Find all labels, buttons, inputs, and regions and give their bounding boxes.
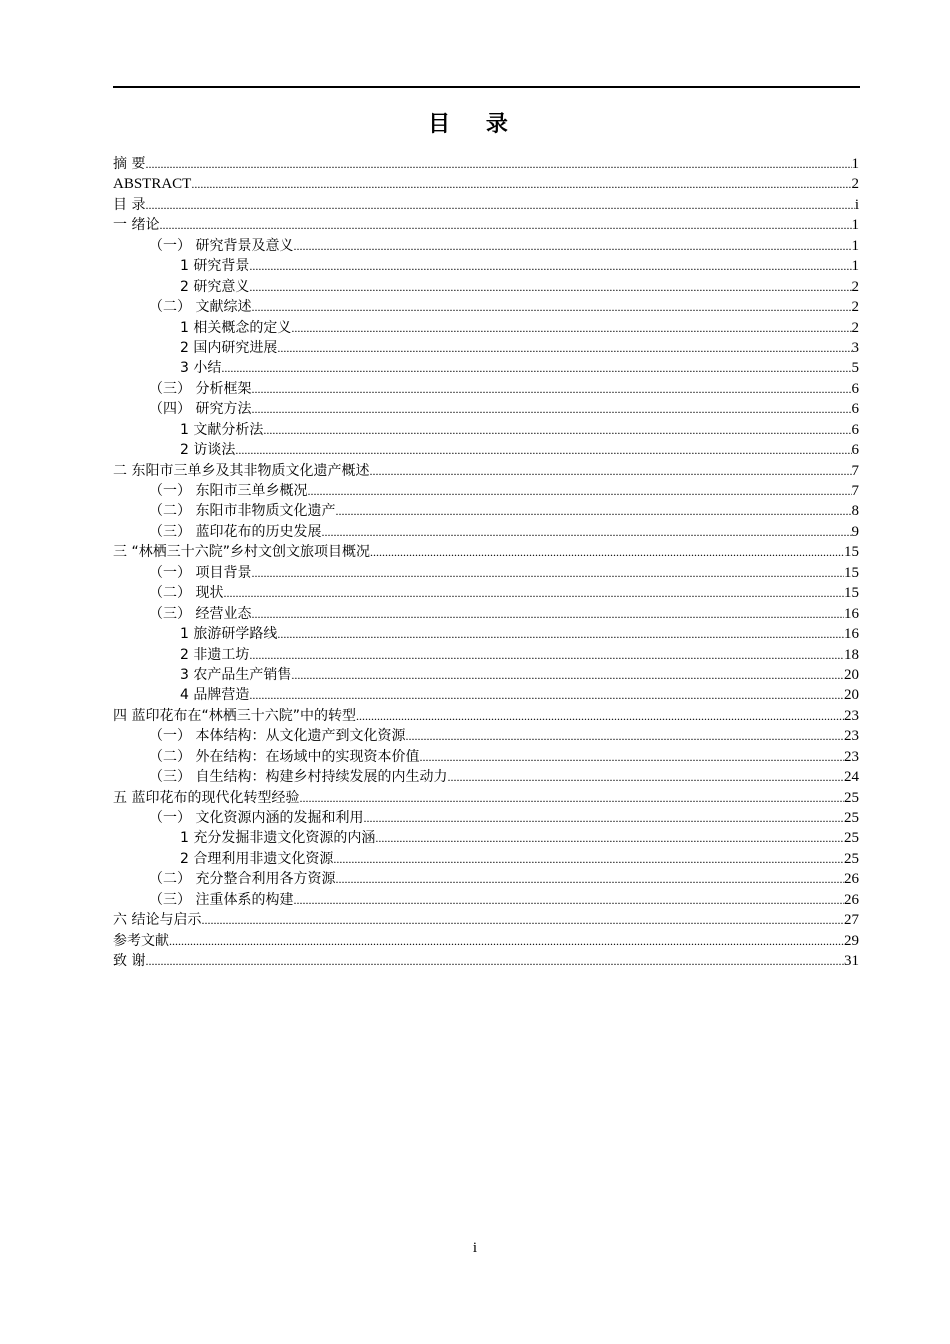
toc-entry-page: 8 bbox=[851, 503, 859, 520]
toc-dot-leader bbox=[159, 215, 851, 235]
toc-entry[interactable] bbox=[113, 501, 859, 521]
toc-entry-label: （一） 项目背景 bbox=[149, 564, 252, 581]
toc-dot-leader bbox=[251, 563, 844, 583]
toc-entry[interactable] bbox=[113, 154, 859, 174]
toc-entry-label: 2 访谈法 bbox=[180, 442, 236, 459]
toc-entry-page: 18 bbox=[844, 646, 859, 663]
toc-entry-page: 16 bbox=[844, 605, 859, 622]
toc-entry[interactable] bbox=[113, 828, 859, 848]
toc-entry-page: 31 bbox=[844, 953, 859, 970]
toc-entry-page: 23 bbox=[844, 748, 859, 765]
toc-entry-label: 六 结论与启示 bbox=[113, 912, 202, 929]
toc-entry-label: ABSTRACT bbox=[113, 176, 192, 193]
toc-entry-label: 四 蓝印花布在“林栖三十六院”中的转型 bbox=[113, 707, 356, 724]
toc-entry[interactable] bbox=[113, 195, 859, 215]
toc-entry[interactable] bbox=[113, 174, 859, 194]
toc-entry-label: （一） 文化资源内涵的发掘和利用 bbox=[149, 810, 364, 826]
toc-dot-leader bbox=[277, 624, 844, 644]
toc-entry[interactable] bbox=[113, 788, 859, 808]
toc-entry-label: （一） 本体结构：从文化遗产到文化资源 bbox=[149, 728, 406, 745]
toc-entry-page: 6 bbox=[851, 442, 859, 459]
toc-entry[interactable] bbox=[113, 461, 859, 481]
toc-entry-label: （一） 研究背景及意义 bbox=[149, 237, 294, 254]
toc-dot-leader bbox=[251, 379, 851, 399]
toc-entry-page: 1 bbox=[851, 217, 859, 234]
toc-dot-leader bbox=[249, 685, 844, 705]
toc-dot-leader bbox=[356, 706, 844, 726]
toc-entry-page: 23 bbox=[844, 728, 859, 745]
toc-entry-page: 24 bbox=[844, 769, 859, 786]
toc-entry-label: 1 文献分析法 bbox=[180, 421, 264, 438]
toc-entry[interactable] bbox=[113, 256, 859, 276]
toc-dot-leader bbox=[145, 195, 854, 215]
header-rule bbox=[113, 86, 860, 88]
toc-entry-label: （二） 充分整合利用各方资源 bbox=[149, 871, 336, 888]
toc-dot-leader bbox=[169, 931, 844, 951]
toc-entry-label: 参考文献 bbox=[113, 932, 169, 949]
toc-dot-leader bbox=[335, 501, 851, 521]
toc-dot-leader bbox=[405, 726, 844, 746]
toc-entry[interactable] bbox=[113, 563, 859, 583]
toc-entry[interactable] bbox=[113, 420, 859, 440]
toc-dot-leader bbox=[221, 358, 851, 378]
toc-dot-leader bbox=[249, 277, 851, 297]
toc-entry[interactable] bbox=[113, 358, 859, 378]
toc-entry-page: 2 bbox=[851, 176, 859, 193]
toc-entry-page: 3 bbox=[851, 339, 859, 356]
toc-entry[interactable] bbox=[113, 951, 859, 971]
toc-entry-label: 4 品牌营造 bbox=[180, 687, 250, 704]
toc-entry-label: （三） 经营业态 bbox=[149, 605, 252, 622]
toc-entry-label: （三） 注重体系的构建 bbox=[149, 891, 294, 908]
toc-entry-page: 25 bbox=[844, 810, 859, 826]
toc-dot-leader bbox=[321, 522, 851, 542]
toc-entry-page: 25 bbox=[844, 850, 859, 867]
toc-dot-leader bbox=[249, 256, 851, 276]
toc-entry[interactable] bbox=[113, 236, 859, 256]
toc-entry-page: 23 bbox=[844, 707, 859, 724]
toc-entry-page: 1 bbox=[851, 156, 859, 172]
toc-entry-label: 1 研究背景 bbox=[180, 258, 250, 275]
toc-entry-label: （三） 分析框架 bbox=[149, 380, 252, 397]
toc-entry[interactable] bbox=[113, 726, 859, 746]
toc-entry-page: 6 bbox=[851, 380, 859, 397]
toc-dot-leader bbox=[145, 154, 851, 174]
toc-dot-leader bbox=[370, 542, 844, 562]
toc-entry-page: 26 bbox=[844, 871, 859, 888]
toc-entry[interactable] bbox=[113, 379, 859, 399]
toc-entry-label: （三） 蓝印花布的历史发展 bbox=[149, 523, 322, 540]
toc-entry[interactable] bbox=[113, 522, 859, 542]
toc-entry-page: 1 bbox=[851, 237, 859, 254]
toc-dot-leader bbox=[251, 297, 851, 317]
toc-entry-label: 2 研究意义 bbox=[180, 278, 250, 295]
toc-entry-page: 7 bbox=[851, 462, 859, 479]
toc-entry-page: i bbox=[854, 196, 859, 213]
toc-entry[interactable] bbox=[113, 808, 859, 828]
toc-entry-label: 摘 要 bbox=[113, 156, 146, 172]
toc-entry-page: 2 bbox=[851, 299, 859, 316]
toc-entry-page: 29 bbox=[844, 932, 859, 949]
toc-entry-label: （二） 文献综述 bbox=[149, 299, 252, 316]
toc-dot-leader bbox=[191, 174, 851, 194]
toc-entry-page: 25 bbox=[844, 830, 859, 847]
toc-entry-page: 6 bbox=[851, 401, 859, 418]
toc-entry[interactable] bbox=[113, 665, 859, 685]
toc-entry-page: 1 bbox=[851, 258, 859, 275]
toc-entry[interactable] bbox=[113, 277, 859, 297]
toc-dot-leader bbox=[251, 399, 851, 419]
toc-entry-page: 9 bbox=[851, 523, 859, 540]
toc-entry[interactable] bbox=[113, 338, 859, 358]
toc-dot-leader bbox=[419, 747, 844, 767]
toc-dot-leader bbox=[291, 665, 844, 685]
toc-dot-leader bbox=[201, 910, 844, 930]
toc-entry[interactable] bbox=[113, 645, 859, 665]
toc-entry-label: （一） 东阳市三单乡概况 bbox=[149, 483, 308, 499]
toc-dot-leader bbox=[235, 440, 851, 460]
toc-entry-page: 20 bbox=[844, 666, 859, 683]
toc-entry-page: 2 bbox=[851, 319, 859, 336]
toc-dot-leader bbox=[333, 849, 844, 869]
toc-entry-page: 5 bbox=[851, 360, 859, 377]
toc-entry[interactable] bbox=[113, 910, 859, 930]
toc-entry-label: 3 农产品生产销售 bbox=[180, 666, 292, 683]
toc-title: 目 录 bbox=[428, 112, 522, 137]
toc-entry-label: 一 绪论 bbox=[113, 217, 160, 234]
toc-entry-label: 1 充分发掘非遗文化资源的内涵 bbox=[180, 830, 376, 847]
toc-entry[interactable] bbox=[113, 481, 859, 501]
toc-entry-page: 6 bbox=[851, 421, 859, 438]
toc-entry-page: 26 bbox=[844, 891, 859, 908]
toc-entry-page: 7 bbox=[851, 483, 859, 499]
toc-entry-page: 2 bbox=[851, 278, 859, 295]
toc-entry[interactable] bbox=[113, 869, 859, 889]
toc-dot-leader bbox=[251, 604, 844, 624]
toc-entry[interactable] bbox=[113, 399, 859, 419]
toc-dot-leader bbox=[375, 828, 844, 848]
toc-entry-label: （二） 外在结构：在场域中的实现资本价值 bbox=[149, 748, 420, 765]
toc-dot-leader bbox=[293, 890, 844, 910]
toc-entry-label: （三） 自生结构：构建乡村持续发展的内生动力 bbox=[149, 769, 448, 786]
toc-entry-page: 20 bbox=[844, 687, 859, 704]
toc-dot-leader bbox=[249, 645, 844, 665]
toc-entry[interactable] bbox=[113, 849, 859, 869]
toc-dot-leader bbox=[263, 420, 851, 440]
toc-dot-leader bbox=[335, 869, 844, 889]
toc-entry-page: 15 bbox=[844, 544, 859, 561]
toc-dot-leader bbox=[145, 951, 844, 971]
toc-entry-label: （二） 东阳市非物质文化遗产 bbox=[149, 503, 336, 520]
toc-entry[interactable] bbox=[113, 747, 859, 767]
toc-entry[interactable] bbox=[113, 583, 859, 603]
toc-entry[interactable] bbox=[113, 624, 859, 644]
toc-entry[interactable] bbox=[113, 542, 859, 562]
toc-entry-label: 3 小结 bbox=[180, 360, 222, 377]
toc-entry[interactable] bbox=[113, 604, 859, 624]
toc-dot-leader bbox=[307, 481, 851, 501]
toc-entry-label: 2 合理利用非遗文化资源 bbox=[180, 850, 334, 867]
toc-entry-page: 27 bbox=[844, 912, 859, 929]
toc-entry[interactable] bbox=[113, 685, 859, 705]
table-of-contents bbox=[113, 154, 859, 972]
toc-dot-leader bbox=[277, 338, 851, 358]
page-number: i bbox=[472, 1240, 478, 1256]
toc-dot-leader bbox=[223, 583, 844, 603]
toc-entry-label: 2 国内研究进展 bbox=[180, 339, 278, 356]
toc-entry-label: 1 旅游研学路线 bbox=[180, 626, 278, 643]
toc-entry-label: 五 蓝印花布的现代化转型经验 bbox=[113, 789, 300, 806]
toc-entry-page: 15 bbox=[844, 564, 859, 581]
toc-entry-label: 致 谢 bbox=[113, 953, 146, 970]
toc-entry[interactable] bbox=[113, 767, 859, 787]
toc-entry[interactable] bbox=[113, 890, 859, 910]
toc-entry[interactable] bbox=[113, 931, 859, 951]
toc-dot-leader bbox=[363, 808, 844, 828]
toc-entry-label: 2 非遗工坊 bbox=[180, 646, 250, 663]
toc-entry-label: 目 录 bbox=[113, 196, 146, 213]
toc-entry-page: 25 bbox=[844, 789, 859, 806]
toc-dot-leader bbox=[291, 318, 851, 338]
toc-dot-leader bbox=[299, 788, 844, 808]
toc-entry-label: （四） 研究方法 bbox=[149, 401, 252, 418]
toc-dot-leader bbox=[369, 461, 851, 481]
toc-entry[interactable] bbox=[113, 297, 859, 317]
toc-dot-leader bbox=[293, 236, 851, 256]
toc-entry-label: 1 相关概念的定义 bbox=[180, 319, 292, 336]
toc-entry-page: 16 bbox=[844, 626, 859, 643]
toc-entry-page: 15 bbox=[844, 585, 859, 602]
toc-entry[interactable] bbox=[113, 706, 859, 726]
toc-entry-label: （二） 现状 bbox=[149, 585, 224, 602]
toc-entry[interactable] bbox=[113, 215, 859, 235]
toc-dot-leader bbox=[447, 767, 844, 787]
toc-entry-label: 二 东阳市三单乡及其非物质文化遗产概述 bbox=[113, 462, 370, 479]
toc-entry-label: 三 “林栖三十六院”乡村文创文旅项目概况 bbox=[113, 544, 370, 561]
toc-entry[interactable] bbox=[113, 440, 859, 460]
toc-entry[interactable] bbox=[113, 318, 859, 338]
